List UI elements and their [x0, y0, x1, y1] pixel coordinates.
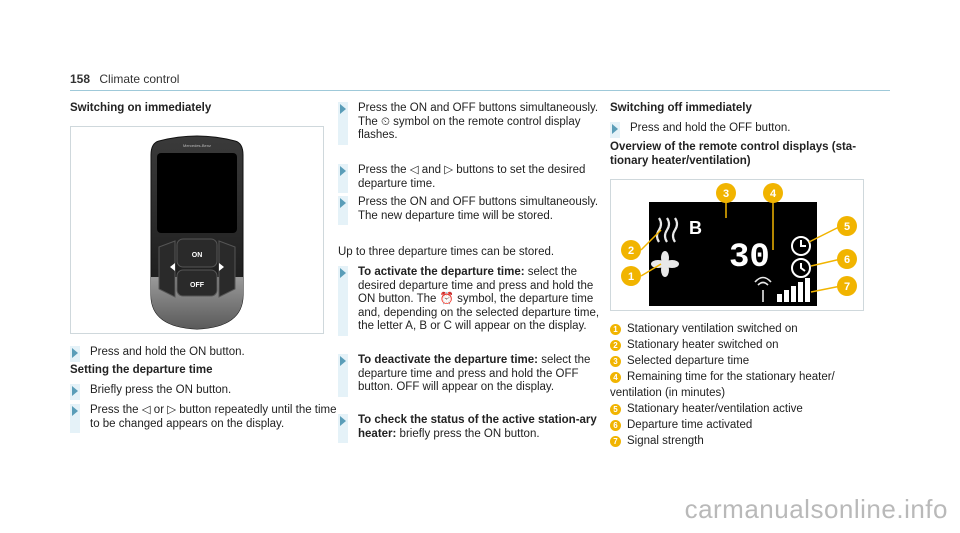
list-item: 4 Remaining time for the stationary heater/ ventilation (in minutes) [610, 371, 835, 399]
para-three-times: Up to three departure times can be stored. [338, 246, 555, 258]
page-number: 158 [70, 72, 91, 86]
heading-switching-on: Switching on immediately [70, 102, 212, 114]
heading-overview: Overview of the remote control displays (sta-tionary heater/ventilation) [610, 141, 857, 167]
brand-label: Mercedes-Benz [182, 143, 212, 148]
svg-text:5: 5 [843, 221, 851, 233]
section-title: Climate control [99, 72, 180, 86]
step-arrow-icon [338, 165, 348, 177]
page-header [70, 72, 179, 86]
svg-text:7: 7 [843, 281, 851, 293]
list-item: 3 Selected departure time [610, 354, 749, 370]
svg-text:4: 4 [769, 188, 777, 200]
step-arrow-icon [338, 267, 348, 279]
step-arrow-icon [610, 123, 620, 135]
step-arrow-icon [70, 347, 80, 359]
step-arrow-icon [70, 405, 80, 417]
display-digits: 30 [729, 239, 770, 277]
step-arrow-icon [338, 197, 348, 209]
display-diagram [611, 180, 863, 310]
remote-on-label: ON [191, 252, 203, 259]
remote-off-label: OFF [190, 282, 204, 289]
header-rule [70, 90, 890, 91]
list-item: 2 Stationary heater switched on [610, 338, 779, 354]
step-press-hold-off: Press and hold the OFF button. [610, 122, 890, 136]
list-item: 6 Departure time activated [610, 418, 752, 434]
step-arrow-icon [338, 415, 348, 427]
step-activate: To activate the departure time: select the desired departure time and press and hold the ON button. The ⏰ symbol, the departure time and, depending on the selected departure time, the letter A, B or C will appear on the display. [338, 266, 610, 334]
step-check-status: To check the status of the active station-ary heater: briefly press the ON button. [338, 414, 610, 441]
step-press-hold-on: Press and hold the ON button. [70, 346, 340, 360]
step-set-time: Press the ◁ and ▷ buttons to set the desired departure time. [338, 164, 610, 191]
display-figure [610, 179, 864, 311]
step-store-time: Press the ON and OFF buttons simultaneously. The new departure time will be stored. [338, 196, 610, 223]
heading-setting-departure: Setting the departure time [70, 364, 213, 376]
step-briefly-press-on: Briefly press the ON button. [70, 384, 340, 398]
step-press-arrows: Press the ◁ or ▷ button repeatedly until the time to be changed appears on the display. [70, 404, 340, 431]
remote-control-image [71, 127, 323, 333]
list-item: 5 Stationary heater/ventilation active [610, 402, 803, 418]
svg-text:1: 1 [627, 271, 635, 283]
list-item: 7 Signal strength [610, 434, 704, 450]
svg-text:6: 6 [843, 254, 851, 266]
svg-text:3: 3 [722, 188, 730, 200]
display-letter: B [689, 218, 702, 238]
remote-figure [70, 126, 324, 334]
step-arrow-icon [70, 385, 80, 397]
step-press-on-off: Press the ON and OFF buttons simultaneously. The ⏲ symbol on the remote control display flashes. [338, 102, 610, 143]
watermark: carmanualsonline.info [684, 494, 948, 524]
step-arrow-icon [338, 103, 348, 115]
list-item: 1 Stationary ventilation switched on [610, 322, 798, 338]
svg-text:2: 2 [627, 245, 635, 257]
heading-switching-off: Switching off immediately [610, 102, 752, 114]
step-arrow-icon [338, 355, 348, 367]
step-deactivate: To deactivate the departure time: select the departure time and press and hold the OFF button. OFF will appear on the display. [338, 354, 610, 395]
